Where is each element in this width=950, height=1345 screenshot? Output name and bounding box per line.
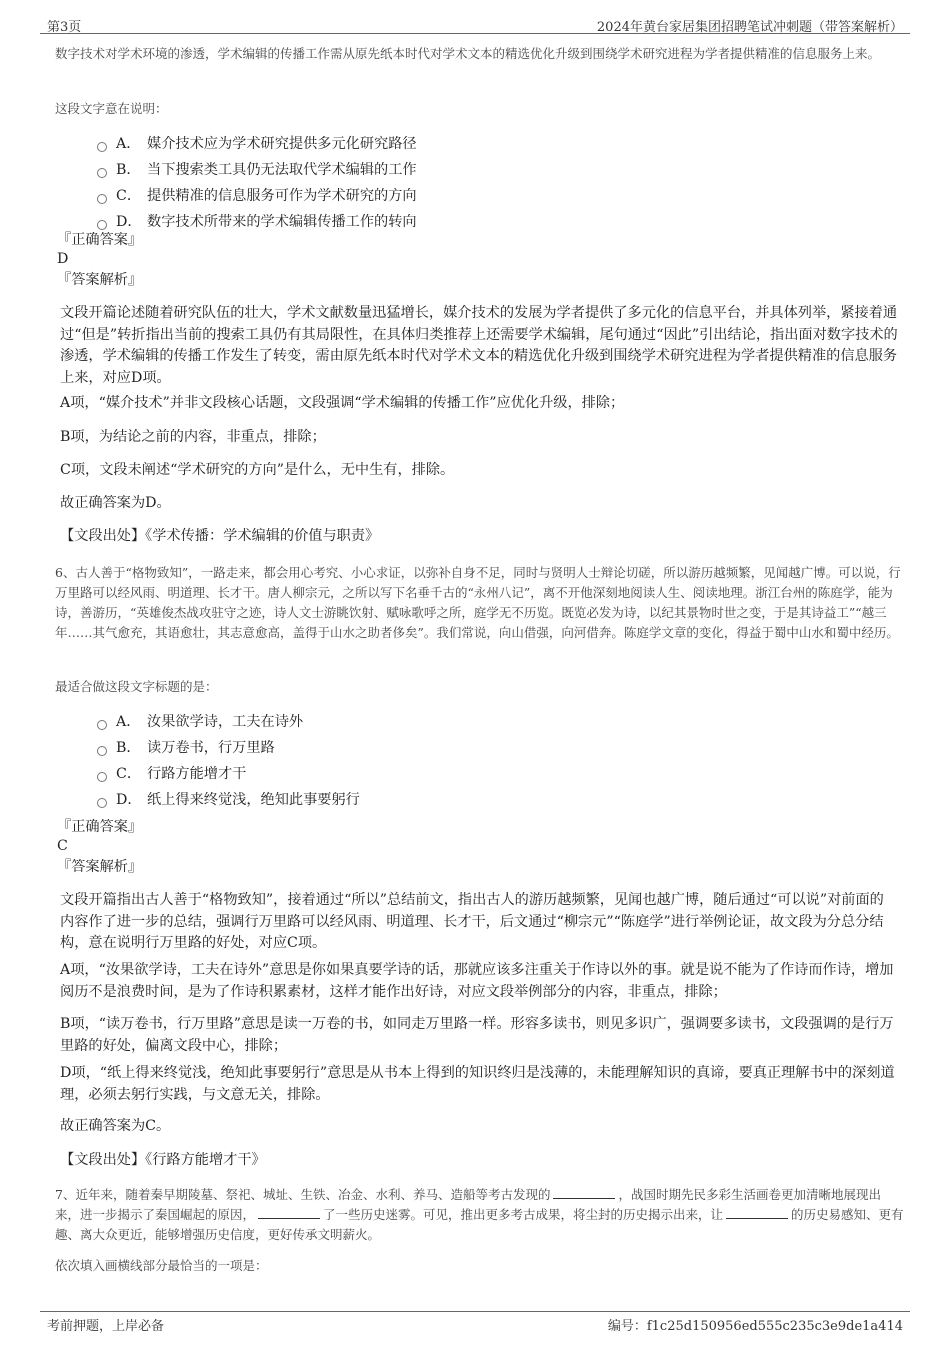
q5-passage-tail: 数字技术对学术环境的渗透，学术编辑的传播工作需从原先纸本时代对学术文本的精选优化升级到围绕学术研究进程为学者提供精准的信息服务上来。 [55, 46, 881, 61]
radio-icon[interactable] [97, 798, 107, 808]
radio-icon[interactable] [97, 772, 107, 782]
footer-slogan: 考前押题，上岸必备 [47, 1319, 165, 1334]
q7-passage: 7、近年来，随着秦早期陵墓、祭祀、城址、生铁、冶金、水利、养马、造船等考古发现的 ，战国时期先民多彩生活画卷更加清晰地展现出来，进一步揭示了秦国崛起的原因， 了一些历史迷雾。可见，推出更多考古成果，将尘封的历史揭示出来，让 的历史易感知、更有趣、离大众更近，能够增强历史信度，更好传承文明薪火。 [55, 1187, 904, 1242]
q6-option-d[interactable]: D． 纸上得来终觉浅，绝知此事要躬行 [97, 790, 360, 810]
q5-option-b[interactable]: B． 当下搜索类工具仍无法取代学术编辑的工作 [97, 160, 417, 180]
q5-answer-label: 『正确答案』 [57, 232, 143, 248]
q5-conclusion: 故正确答案为D。 [60, 495, 171, 511]
footer-divider [40, 1311, 910, 1312]
q5-option-d[interactable]: D． 数字技术所带来的学术编辑传播工作的转向 [97, 212, 417, 232]
page-number: 第3页 [47, 20, 82, 35]
q5-analysis-c: C项，文段未阐述“学术研究的方向”是什么，无中生有，排除。 [60, 462, 455, 478]
q6-conclusion: 故正确答案为C。 [60, 1118, 171, 1134]
radio-icon[interactable] [97, 194, 107, 204]
header-divider [40, 33, 910, 34]
q6-analysis-d: D项，“纸上得来终觉浅，绝知此事要躬行”意思是从书本上得到的知识终归是浅薄的，未能理解知识的真谛，要真正理解书中的深刻道理，必须去躬行实践，与文意无关，排除。 [60, 1065, 895, 1103]
q6-source: 【文段出处】《行路方能增才干》 [60, 1152, 266, 1168]
document-id: 编号：f1c25d150956ed555c235c3e9de1a414 [607, 1319, 903, 1334]
q6-prompt: 最适合做这段文字标题的是： [55, 679, 218, 694]
q6-option-a[interactable]: A． 汝果欲学诗，工夫在诗外 [97, 712, 303, 732]
q5-source: 【文段出处】《学术传播：学术编辑的价值与职责》 [60, 528, 380, 544]
fill-blank-2[interactable] [258, 1206, 320, 1219]
q6-option-b[interactable]: B． 读万卷书，行万里路 [97, 738, 275, 758]
radio-icon[interactable] [97, 168, 107, 178]
q5-answer: D [57, 251, 69, 267]
q6-analysis-label: 『答案解析』 [57, 859, 143, 875]
q6-answer: C [57, 838, 68, 854]
radio-icon[interactable] [97, 142, 107, 152]
q5-analysis-a: A项，“媒介技术”并非文段核心话题，文段强调“学术编辑的传播工作”应优化升级，排除； [60, 395, 625, 411]
radio-icon[interactable] [97, 746, 107, 756]
q6-passage: 6、古人善于“格物致知”，一路走来，都会用心考究、小心求证，以弥补自身不足，同时与贤明人士辩论切磋，所以游历越频繁，见闻越广博。可以说，行万里路可以经风雨、明道理、长才干。唐人柳宗元，之所以写下名垂千古的“永州八记”，离不开他深刻地阅读人生、阅读地理。浙江台州的陈庭学，能为诗，善游历，“英雄俊杰战攻驻守之迹，诗人文士游眺饮射、赋咏歌呼之所，庭学无不历览。既览必发为诗，以纪其景物时世之变，于是其诗益工”“越三年……其气愈充，其语愈壮，其志意愈高，盖得于山水之助者侈矣”。我们常说，向山借强，向河借奔。陈庭学文章的变化，得益于蜀中山水和蜀中经历。 [55, 565, 901, 640]
q5-option-a[interactable]: A． 媒介技术应为学术研究提供多元化研究路径 [97, 134, 417, 154]
q5-analysis-label: 『答案解析』 [57, 272, 143, 288]
q6-analysis-main: 文段开篇指出古人善于“格物致知”，接着通过“所以”总结前文，指出古人的游历越频繁，见闻也越广博，随后通过“可以说”对前面的内容作了进一步的总结，强调行万里路可以经风雨、明道理、长才干，后文通过“柳宗元”“陈庭学”进行举例论证，故文段为分总分结构，意在说明行万里路的好处，对应C项。 [60, 892, 884, 951]
fill-blank-1[interactable] [553, 1186, 615, 1199]
document-title: 2024年黄台家居集团招聘笔试冲刺题（带答案解析） [596, 20, 903, 35]
q7-prompt: 依次填入画横线部分最恰当的一项是： [55, 1258, 268, 1273]
radio-icon[interactable] [97, 720, 107, 730]
radio-icon[interactable] [97, 220, 107, 230]
q5-prompt: 这段文字意在说明： [55, 101, 168, 116]
q6-option-c[interactable]: C． 行路方能增才干 [97, 764, 246, 784]
q5-analysis-b: B项，为结论之前的内容，非重点，排除； [60, 429, 326, 445]
q5-analysis-main: 文段开篇论述随着研究队伍的壮大，学术文献数量迅猛增长，媒介技术的发展为学者提供了多元化的信息平台，并具体列举，紧接着通过“但是”转折指出当前的搜索工具仍有其局限性，在具体归类推荐上还需要学术编辑，尾句通过“因此”引出结论，指出面对数字技术的渗透，学术编辑的传播工作发生了转变，需由原先纸本时代对学术文本的精选优化升级到围绕学术研究进程为学者提供精准的信息服务上来，对应D项。 [60, 305, 898, 386]
q5-option-c[interactable]: C． 提供精准的信息服务可作为学术研究的方向 [97, 186, 417, 206]
q6-answer-label: 『正确答案』 [57, 819, 143, 835]
fill-blank-3[interactable] [726, 1206, 788, 1219]
q6-analysis-b: B项，“读万卷书，行万里路”意思是读一万卷的书，如同走万里路一样。形容多读书，则见多识广，强调要多读书，文段强调的是行万里路的好处，偏离文段中心，排除； [60, 1016, 894, 1054]
q6-analysis-a: A项，“汝果欲学诗，工夫在诗外”意思是你如果真要学诗的话，那就应该多注重关于作诗以外的事。就是说不能为了作诗而作诗，增加阅历不是浪费时间，是为了作诗积累素材，这样才能作出好诗，对应文段举例部分的内容，非重点，排除； [60, 962, 894, 1000]
